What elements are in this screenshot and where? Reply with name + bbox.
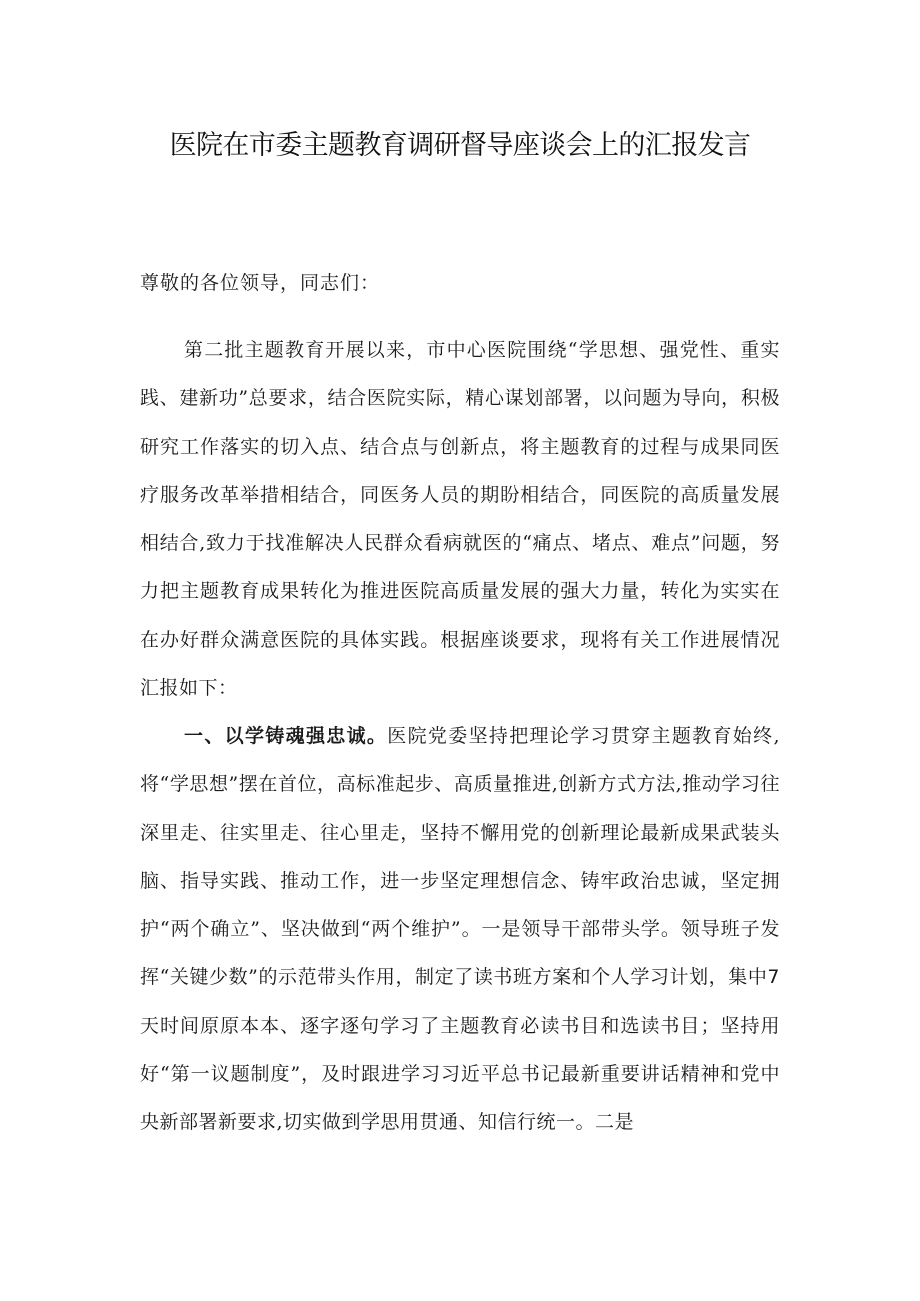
section-1-text-part2: 天时间原原本本、逐字逐句学习了主题教育必读书目和选读书目；坚持用好“第一议题制度”，及时跟进学习习近平总书记最新重要讲话精神和党中央新部署新要求,切实做到学思用贯通、知信行统一。二是 xyxy=(140,1014,780,1134)
section-1-heading: 一、以学铸魂强忠诚。 xyxy=(184,725,388,747)
intro-paragraph: 第二批主题教育开展以来，市中心医院围绕“学思想、强党性、重实践、建新功”总要求，结合医院实际，精心谋划部署，以问题为导向，积极研究工作落实的切入点、结合点与创新点，将主题教育的过程与成果同医疗服务改革举措相结合，同医务人员的期盼相结合，同医院的高质量发展相结合,致力于找准解决人民群众看病就医的“痛点、堵点、难点”问题，努力把主题教育成果转化为推进医院高质量发展的强大力量，转化为实实在在办好群众满意医院的具体实践。根据座谈要求，现将有关工作进展情况汇报如下： xyxy=(140,339,780,700)
salutation: 尊敬的各位领导，同志们： xyxy=(140,272,381,294)
section-1-number: 7 xyxy=(767,966,780,989)
section-1-text-part1: 医院党委坚持把理论学习贯穿主题教育始终,将“学思想”摆在首位，高标准起步、高质量推进,创新方式方法,推动学习往深里走、往实里走、往心里走，坚持不懈用党的创新理论最新成果武装头脑、指导实践、推动工作，进一步坚定理想信念、铸牢政治忠诚，坚定拥护“两个确立”、坚决做到“两个维护”。一是领导干部带头学。领导班子发挥“关键少数”的示范带头作用，制定了读书班方案和个人学习计划，集中 xyxy=(140,725,780,989)
document-title: 医院在市委主题教育调研督导座谈会上的汇报发言 xyxy=(169,130,751,161)
section-1-paragraph xyxy=(140,712,780,1147)
